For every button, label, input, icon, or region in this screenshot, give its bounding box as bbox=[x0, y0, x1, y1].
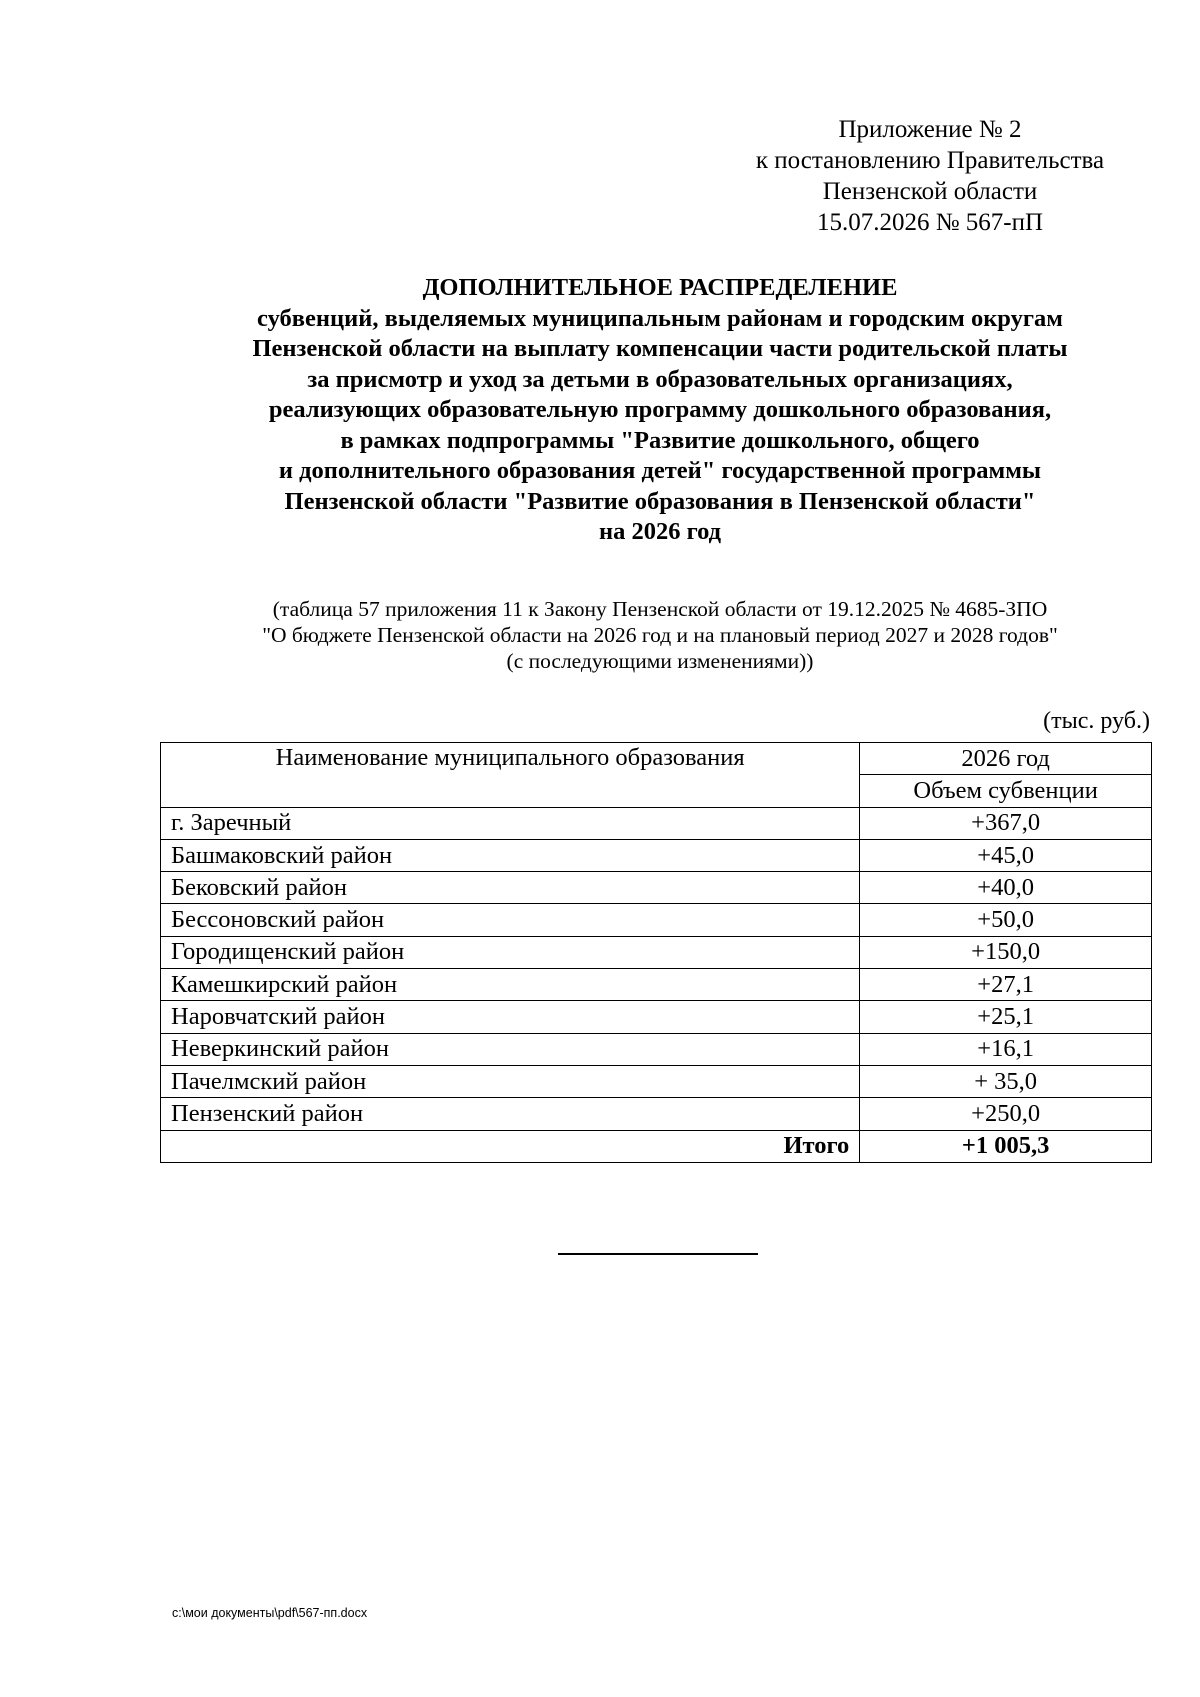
subvention-value: +25,1 bbox=[860, 1001, 1152, 1033]
municipality-name: Бековский район bbox=[161, 872, 860, 904]
municipality-name: Бессоновский район bbox=[161, 904, 860, 936]
municipality-name: Городищенский район bbox=[161, 936, 860, 968]
source-line: (таблица 57 приложения 11 к Закону Пензенской области от 19.12.2025 № 4685-ЗПО bbox=[272, 597, 1048, 621]
annex-block bbox=[700, 114, 1160, 238]
header-value-cell: Объем субвенции bbox=[860, 775, 1152, 807]
municipality-name: Неверкинский район bbox=[161, 1033, 860, 1065]
table-row bbox=[161, 936, 1152, 968]
total-label: Итого bbox=[161, 1130, 860, 1162]
end-divider bbox=[558, 1253, 758, 1255]
subvention-value: +27,1 bbox=[860, 969, 1152, 1001]
source-line: (с последующими изменениями)) bbox=[506, 649, 814, 673]
source-line: "О бюджете Пензенской области на 2026 год и на плановый период 2027 и 2028 годов" bbox=[262, 623, 1058, 647]
table-row bbox=[161, 904, 1152, 936]
municipality-name: Камешкирский район bbox=[161, 969, 860, 1001]
annex-date-number: 15.07.2026 № 567-пП bbox=[816, 209, 1044, 236]
distribution-table bbox=[160, 742, 1152, 1163]
document-title bbox=[130, 273, 1190, 548]
annex-reference: к постановлению Правительства bbox=[755, 147, 1105, 174]
title-line: за присмотр и уход за детьми в образовательных организациях, bbox=[307, 365, 1013, 393]
units-label: (тыс. руб.) bbox=[1043, 708, 1150, 734]
annex-number: Приложение № 2 bbox=[838, 116, 1022, 143]
title-line: реализующих образовательную программу дошкольного образования, bbox=[268, 396, 1052, 423]
subvention-value: +45,0 bbox=[860, 839, 1152, 871]
footer-file-path: c:\мои документы\pdf\567-пп.docx bbox=[172, 1606, 368, 1620]
municipality-name: Пензенский район bbox=[161, 1098, 860, 1130]
annex-region: Пензенской области bbox=[822, 178, 1038, 205]
total-value: +1 005,3 bbox=[860, 1130, 1152, 1162]
title-line: Пензенской области "Развитие образования в Пензенской области" bbox=[284, 487, 1036, 515]
table-row bbox=[161, 1001, 1152, 1033]
title-line: ДОПОЛНИТЕЛЬНОЕ РАСПРЕДЕЛЕНИЕ bbox=[422, 274, 898, 301]
source-note bbox=[180, 596, 1140, 674]
title-line: на 2026 год bbox=[598, 518, 722, 545]
title-line: субвенций, выделяемых муниципальным районам и городским округам bbox=[257, 304, 1063, 332]
table-total-row bbox=[161, 1130, 1152, 1162]
header-name-cell: Наименование муниципального образования bbox=[161, 743, 860, 808]
municipality-name: Пачелмский район bbox=[161, 1065, 860, 1097]
table-row bbox=[161, 807, 1152, 839]
title-line: в рамках подпрограммы "Развитие дошкольного, общего bbox=[340, 426, 980, 454]
table-row bbox=[161, 839, 1152, 871]
title-line: и дополнительного образования детей" государственной программы bbox=[278, 457, 1042, 484]
table-row bbox=[161, 872, 1152, 904]
municipality-name: Наровчатский район bbox=[161, 1001, 860, 1033]
table-header-row bbox=[161, 743, 1152, 775]
subvention-value: +367,0 bbox=[860, 807, 1152, 839]
header-year-cell: 2026 год bbox=[860, 743, 1152, 775]
subvention-value: +150,0 bbox=[860, 936, 1152, 968]
table-row bbox=[161, 1098, 1152, 1130]
subvention-value: +50,0 bbox=[860, 904, 1152, 936]
subvention-value: +250,0 bbox=[860, 1098, 1152, 1130]
table-row bbox=[161, 969, 1152, 1001]
subvention-value: + 35,0 bbox=[860, 1065, 1152, 1097]
subvention-value: +16,1 bbox=[860, 1033, 1152, 1065]
municipality-name: Башмаковский район bbox=[161, 839, 860, 871]
municipality-name: г. Заречный bbox=[161, 807, 860, 839]
subvention-value: +40,0 bbox=[860, 872, 1152, 904]
table-row bbox=[161, 1033, 1152, 1065]
table-row bbox=[161, 1065, 1152, 1097]
title-line: Пензенской области на выплату компенсации части родительской платы bbox=[252, 335, 1068, 362]
